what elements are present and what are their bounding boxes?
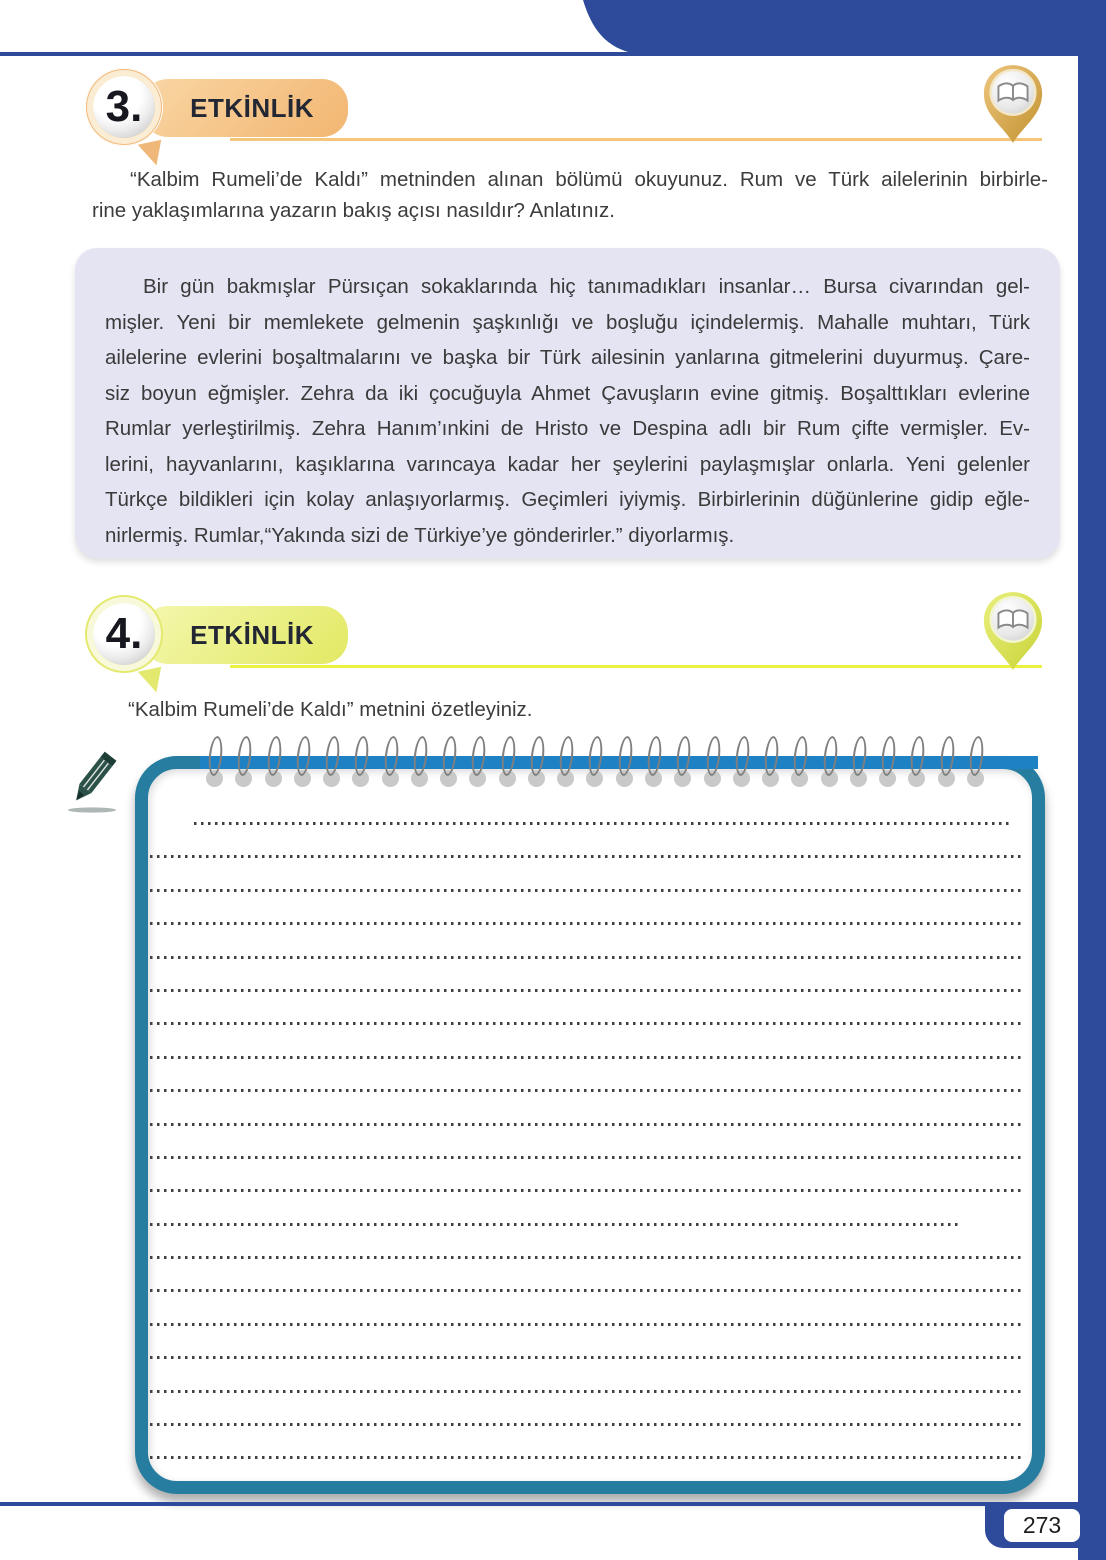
dotted-writing-line bbox=[150, 922, 1022, 925]
dotted-writing-line bbox=[194, 822, 1012, 825]
spiral-coil-icon bbox=[353, 736, 368, 790]
passage-line: siz boyun eğmişler. Zehra da iki çocuğuyla Ahmet Çavuşların evine gitmiş. Boşalttıkları evlerine bbox=[105, 381, 1030, 405]
passage-line: nirlermiş. Rumlar,“Yakında sizi de Türkiye’ye gönderirler.” diyorlarmış. bbox=[105, 523, 735, 547]
summary-writing-area[interactable] bbox=[150, 822, 1022, 1490]
spiral-coil-icon bbox=[207, 736, 222, 790]
dotted-writing-line bbox=[150, 1456, 1022, 1459]
instruction-line: “Kalbim Rumeli’de Kaldı” metninden alınan bölümü okuyunuz. Rum ve Türk ailelerinin birbirle- bbox=[130, 168, 1048, 191]
spiral-coil-icon bbox=[324, 736, 339, 790]
header-rule bbox=[230, 138, 1042, 141]
activity4-header bbox=[0, 589, 1106, 709]
dotted-writing-line bbox=[150, 1123, 1022, 1126]
passage-line: Bir gün bakmışlar Pürsıçan sokaklarında hiç tanımadıkları insanlar… Bursa civarından gel- bbox=[143, 275, 1030, 298]
spiral-coil-icon bbox=[763, 736, 778, 790]
dotted-writing-line bbox=[150, 1223, 960, 1226]
book-pin-icon bbox=[980, 62, 1046, 146]
reading-passage-box bbox=[75, 248, 1060, 558]
dotted-writing-line bbox=[150, 1022, 1022, 1025]
pencil-icon bbox=[66, 748, 122, 818]
spiral-coil-icon bbox=[705, 736, 720, 790]
activity-number: 4. bbox=[105, 609, 143, 658]
spiral-coil-icon bbox=[851, 736, 866, 790]
instruction-line: rine yaklaşımlarına yazarın bakış açısı nasıldır? Anlatınız. bbox=[92, 199, 615, 222]
spiral-coil-icon bbox=[295, 736, 310, 790]
spiral-coil-icon bbox=[383, 736, 398, 790]
badge-tail bbox=[138, 667, 166, 695]
dotted-writing-line bbox=[150, 1089, 1022, 1092]
spiral-coil-icon bbox=[675, 736, 690, 790]
dotted-writing-line bbox=[150, 1189, 1022, 1192]
spiral-coil-icon bbox=[822, 736, 837, 790]
spiral-coil-icon bbox=[792, 736, 807, 790]
header-rule bbox=[230, 665, 1042, 668]
activity4-instruction: “Kalbim Rumeli’de Kaldı” metnini özetleyiniz. bbox=[128, 698, 533, 721]
page-number-tab bbox=[985, 1502, 1106, 1548]
activity3-instruction bbox=[92, 164, 1048, 226]
dotted-writing-line bbox=[150, 1289, 1022, 1292]
dotted-writing-line bbox=[150, 1056, 1022, 1059]
dotted-writing-line bbox=[150, 1323, 1022, 1326]
page-number: 273 bbox=[1004, 1509, 1080, 1542]
dotted-writing-line bbox=[150, 889, 1022, 892]
top-corner-shape bbox=[0, 0, 1106, 56]
spiral-coil-icon bbox=[734, 736, 749, 790]
spiral-coil-icon bbox=[587, 736, 602, 790]
activity-label: ETKİNLİK bbox=[190, 92, 314, 123]
activity-pill bbox=[142, 606, 348, 664]
activity-number: 3. bbox=[105, 82, 143, 131]
dotted-writing-line bbox=[150, 1423, 1022, 1426]
passage-line: lerini, hayvanlarını, kaşıklarına varıncaya kadar her şeylerini paylaşmışlar onlarla. Yeni gelenler bbox=[105, 452, 1030, 476]
dotted-writing-line bbox=[150, 1356, 1022, 1359]
spiral-coil-icon bbox=[968, 736, 983, 790]
activity-label: ETKİNLİK bbox=[190, 619, 314, 650]
dotted-writing-line bbox=[150, 989, 1022, 992]
spiral-coil-icon bbox=[939, 736, 954, 790]
spiral-binding bbox=[207, 736, 983, 790]
spiral-coil-icon bbox=[266, 736, 281, 790]
spiral-coil-icon bbox=[880, 736, 895, 790]
activity-pill bbox=[142, 79, 348, 137]
reading-passage-text bbox=[105, 269, 1030, 553]
spiral-coil-icon bbox=[412, 736, 427, 790]
dotted-writing-line bbox=[150, 956, 1022, 959]
right-border-strip bbox=[1078, 0, 1106, 1560]
spiral-coil-icon bbox=[558, 736, 573, 790]
spiral-coil-icon bbox=[529, 736, 544, 790]
passage-line: Rumlar yerleştirilmiş. Zehra Hanım’ınkini de Hristo ve Despina adlı bir Rum çifte vermişler. Ev- bbox=[105, 417, 1030, 440]
dotted-writing-line bbox=[150, 1256, 1022, 1259]
spiral-coil-icon bbox=[617, 736, 632, 790]
passage-line: ailelerine evlerini boşaltmalarını ve başka bir Türk ailesinin yanlarına gitmelerini duyurmuş. Çare- bbox=[105, 346, 1030, 369]
spiral-coil-icon bbox=[236, 736, 251, 790]
spiral-coil-icon bbox=[500, 736, 515, 790]
spiral-coil-icon bbox=[441, 736, 456, 790]
dotted-writing-line bbox=[150, 1156, 1022, 1159]
activity-number-badge bbox=[85, 595, 163, 673]
spiral-coil-icon bbox=[909, 736, 924, 790]
dotted-writing-line bbox=[150, 855, 1022, 858]
dotted-writing-line bbox=[150, 1390, 1022, 1393]
activity-number-badge bbox=[85, 68, 163, 146]
book-pin-icon bbox=[980, 589, 1046, 673]
bottom-border-line bbox=[0, 1502, 1106, 1506]
spiral-coil-icon bbox=[470, 736, 485, 790]
top-border-line bbox=[0, 52, 1106, 56]
spiral-coil-icon bbox=[646, 736, 661, 790]
passage-line: Türkçe bildikleri için kolay anlaşıyorlarmış. Geçimleri iyiymiş. Birbirlerinin düğünlerine gidip eğle- bbox=[105, 488, 1030, 511]
passage-line: mişler. Yeni bir memlekete gelmenin şaşkınlığı ve boşluğu içindelermiş. Mahalle muhtarı, Türk bbox=[105, 310, 1030, 334]
